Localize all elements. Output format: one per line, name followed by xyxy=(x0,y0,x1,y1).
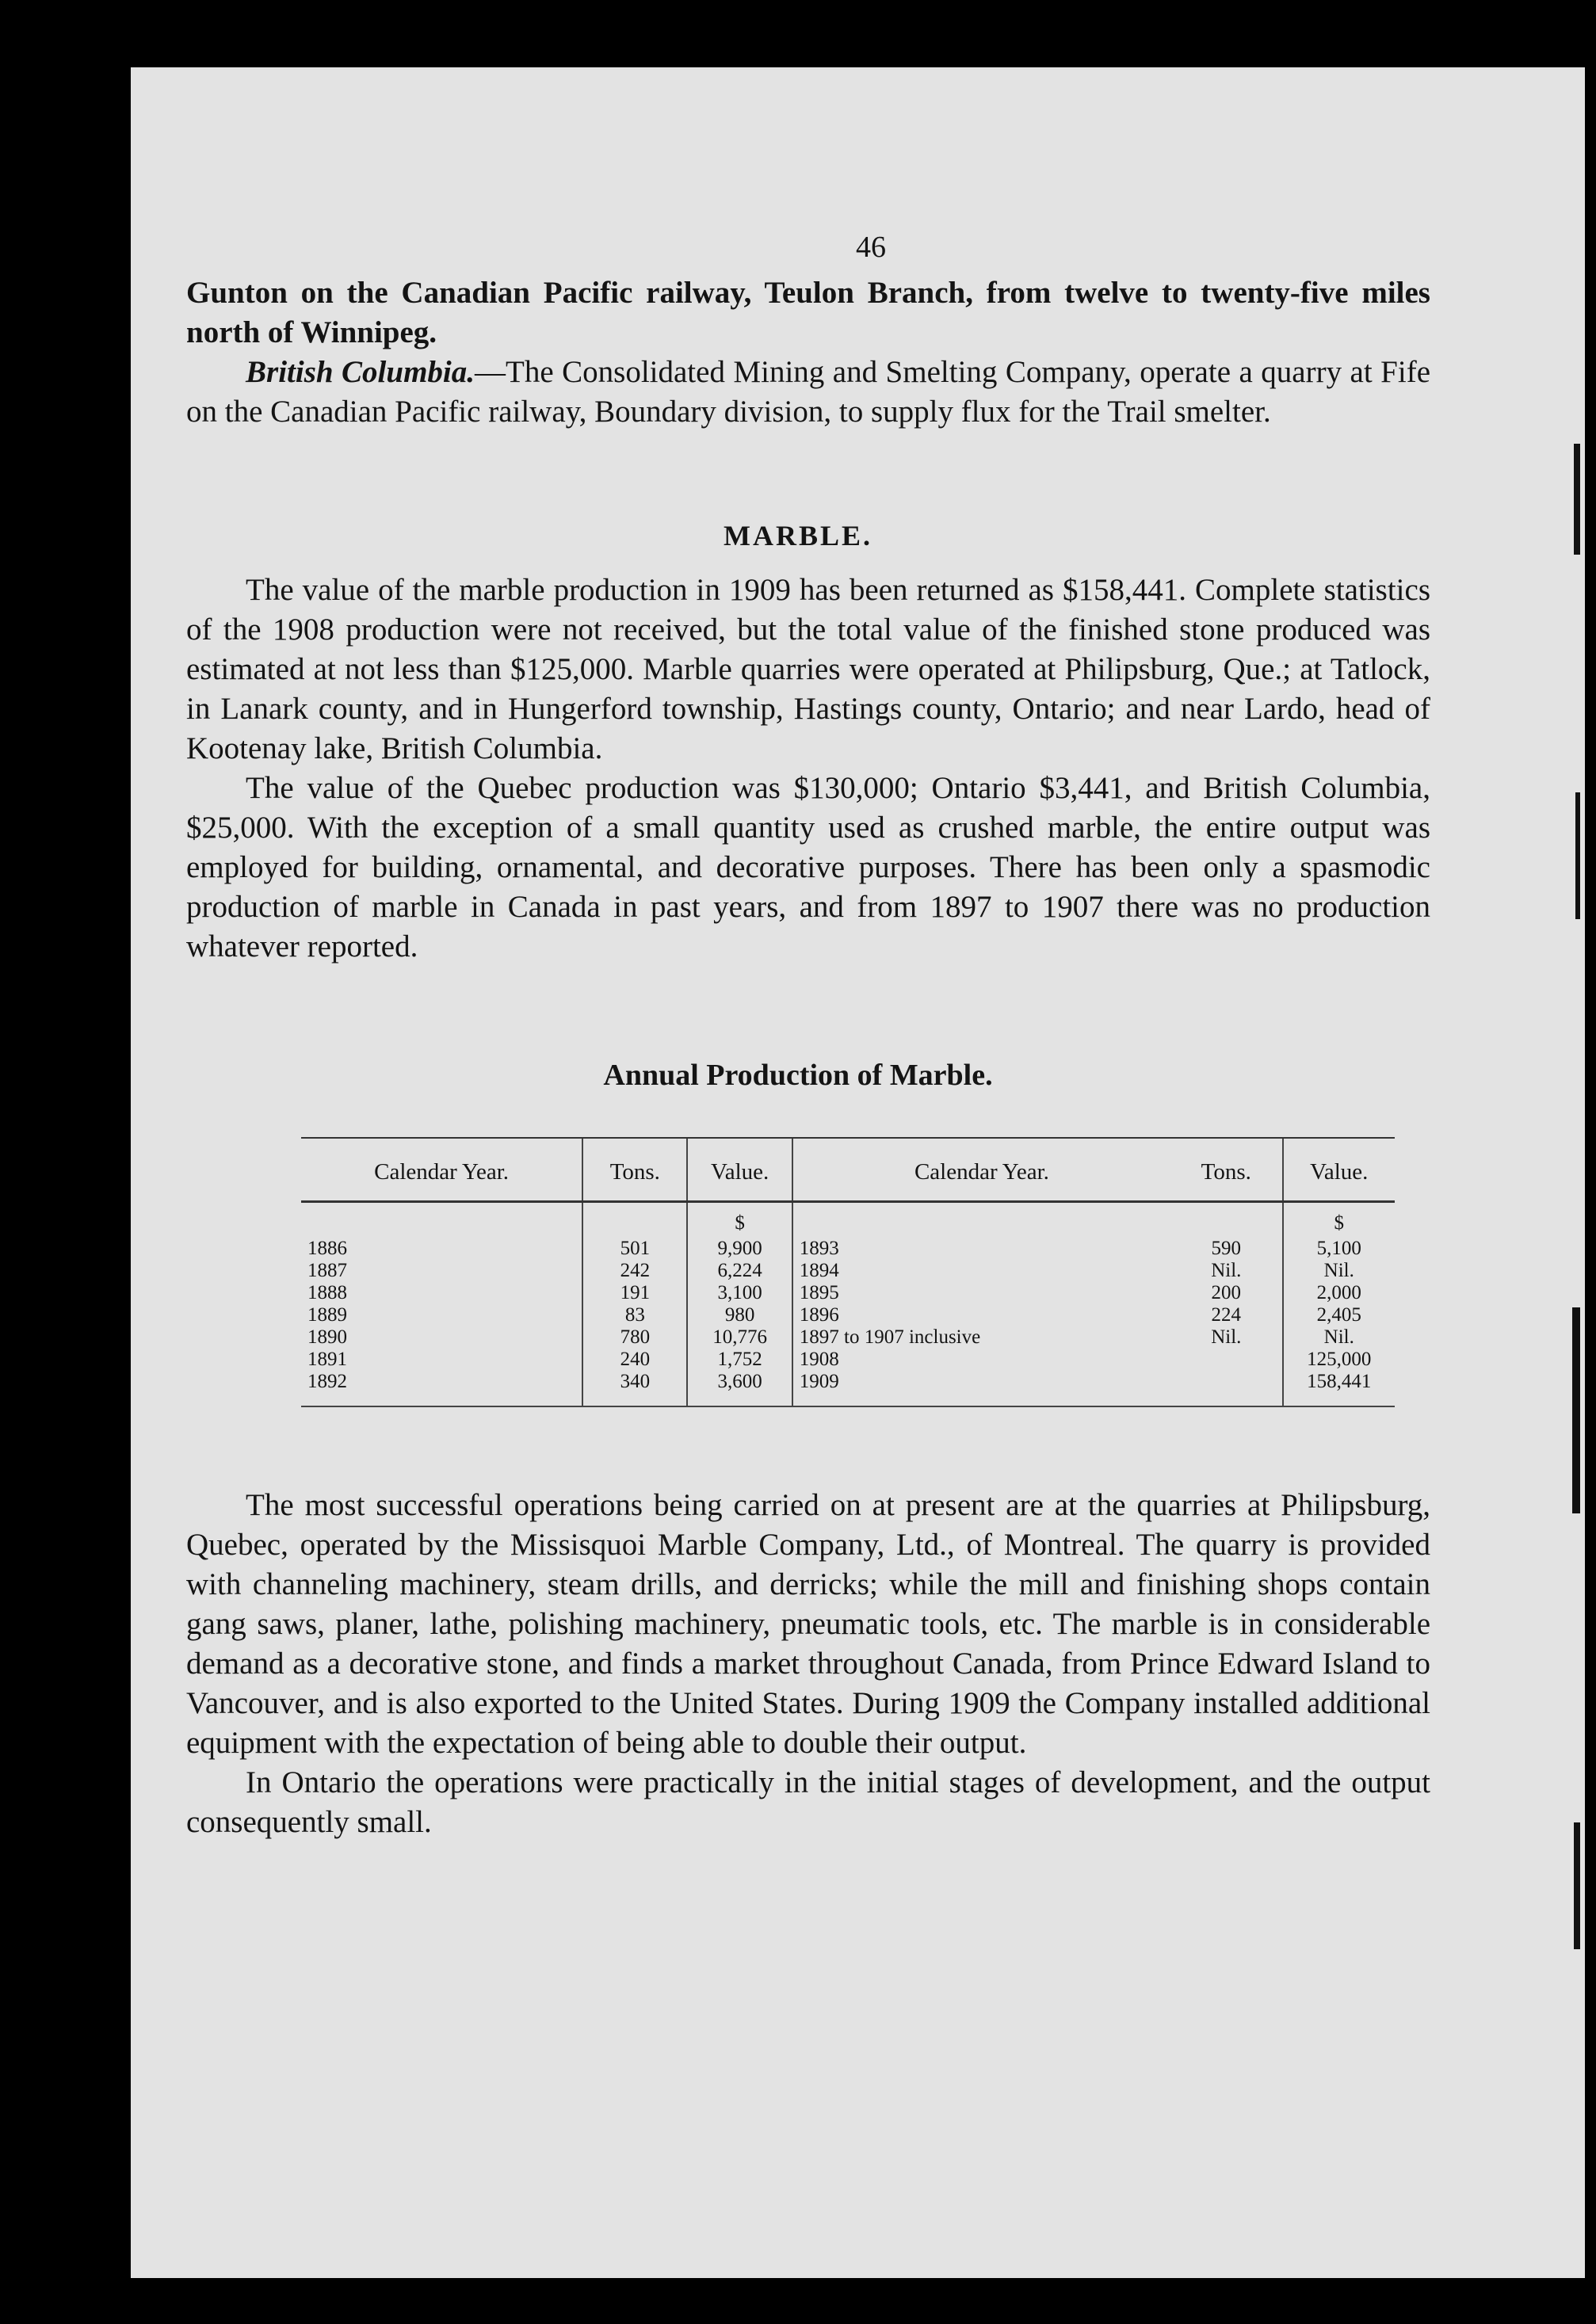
table-header-row xyxy=(301,1138,1395,1202)
left-tons-cell: 240 xyxy=(582,1349,687,1371)
left-value-cell: 6,224 xyxy=(687,1260,792,1282)
closing-paragraph-1: The most successful operations being carried on at present are at the quarries at Philipsburg, Quebec, operated by the Missisquoi Marble Company, Ltd., of Montreal. The quarry is provided with channeling machinery, steam drills, and derricks; while the mill and finishing shops contain gang saws, planer, lathe, polishing machinery, pneumatic tools, etc. The marble is in considerable demand as a decorative stone, and finds a market throughout Canada, from Prince Edward Island to Vancouver, and is also exported to the United States. During 1909 the Company installed additional equipment with the expectation of being able to double their output. xyxy=(186,1488,1430,1760)
left-year-cell: 1887 xyxy=(307,1260,347,1281)
right-tons-cell: Nil. xyxy=(1211,1326,1242,1348)
right-tons-cell: Nil. xyxy=(1211,1260,1242,1281)
right-value-cell: 5,100 xyxy=(1283,1238,1395,1260)
marble-paragraph-2: The value of the Quebec production was $130,000; Ontario $3,441, and British Columbia, $25,000. With the exception of a small quantity used as crushed marble, the entire output was employed for building, ornamental, and decorative purposes. There has been only a spasmodic production of marble in Canada in past years, and from 1897 to 1907 there was no production whatever reported. xyxy=(186,771,1430,964)
edge-mark xyxy=(1572,1307,1580,1513)
left-tons-cell: 191 xyxy=(582,1282,687,1304)
col-calendar-year-left: Calendar Year. xyxy=(301,1138,582,1202)
table-row xyxy=(301,1260,1395,1282)
table-row xyxy=(301,1282,1395,1304)
bc-paragraph xyxy=(186,353,1430,432)
right-year-cell: 1909 xyxy=(792,1371,1170,1406)
left-year-cell: 1889 xyxy=(307,1304,347,1326)
left-year-cell: 1892 xyxy=(301,1371,582,1406)
left-tons-cell: 780 xyxy=(582,1326,687,1349)
col-calendar-year-right: Calendar Year. xyxy=(792,1138,1170,1202)
unit-symbol-left: $ xyxy=(687,1202,792,1238)
right-value-cell: Nil. xyxy=(1283,1326,1395,1349)
left-value-cell: 10,776 xyxy=(687,1326,792,1349)
page-number: 46 xyxy=(856,231,886,264)
table-body xyxy=(301,1202,1395,1407)
left-tons-cell: 501 xyxy=(582,1238,687,1260)
intro-block xyxy=(186,273,1430,432)
right-year-cell: 1894 xyxy=(792,1260,1170,1282)
table-row xyxy=(301,1371,1395,1406)
right-value-cell: 125,000 xyxy=(1283,1349,1395,1371)
right-value-cell: 2,405 xyxy=(1283,1304,1395,1326)
left-value-cell: 3,600 xyxy=(687,1371,792,1406)
right-tons-cell xyxy=(1170,1349,1282,1371)
closing-body xyxy=(186,1486,1430,1842)
table-row xyxy=(301,1326,1395,1349)
right-year-cell: 1896 xyxy=(792,1304,1170,1326)
table-row xyxy=(301,1238,1395,1260)
right-value-cell: 2,000 xyxy=(1283,1282,1395,1304)
left-tons-cell: 340 xyxy=(582,1371,687,1406)
col-tons-left: Tons. xyxy=(582,1138,687,1202)
right-year-cell: 1893 xyxy=(792,1238,1170,1260)
left-year-cell: 1890 xyxy=(307,1326,347,1348)
unit-symbol-right: $ xyxy=(1283,1202,1395,1238)
left-value-cell: 980 xyxy=(687,1304,792,1326)
right-year-cell: 1895 xyxy=(792,1282,1170,1304)
marble-body xyxy=(186,571,1430,967)
table-caption: Annual Production of Marble. xyxy=(603,1059,993,1092)
marble-paragraph-1: The value of the marble production in 1909 has been returned as $158,441. Complete statistics of the 1908 production were not received, but the total value of the finished stone produced was estimated at not less than $125,000. Marble quarries were operated at Philipsburg, Que.; at Tatlock, in Lanark county, and in Hungerford township, Hastings county, Ontario; and near Lardo, head of Kootenay lake, British Columbia. xyxy=(186,573,1430,765)
table-row xyxy=(301,1304,1395,1326)
bc-label: British Columbia. xyxy=(246,355,475,389)
closing-paragraph-2: In Ontario the operations were practically in the initial stages of development, and the output consequently small. xyxy=(186,1765,1430,1839)
col-tons-right: Tons. xyxy=(1170,1138,1282,1202)
left-year-cell: 1888 xyxy=(307,1282,347,1303)
left-value-cell: 1,752 xyxy=(687,1349,792,1371)
col-value-left: Value. xyxy=(687,1138,792,1202)
production-table xyxy=(301,1137,1395,1407)
left-tons-cell: 242 xyxy=(582,1260,687,1282)
right-tons-cell: 590 xyxy=(1211,1238,1242,1259)
left-tons-cell: 83 xyxy=(582,1304,687,1326)
continuation-paragraph: Gunton on the Canadian Pacific railway, Teulon Branch, from twelve to twenty-five miles north of Winnipeg. xyxy=(186,276,1430,349)
table-row xyxy=(301,1349,1395,1371)
edge-mark xyxy=(1575,792,1580,919)
section-heading: MARBLE. xyxy=(723,520,872,551)
right-tons-cell: 200 xyxy=(1211,1282,1242,1303)
left-year-cell: 1886 xyxy=(307,1238,347,1259)
right-tons-cell: 224 xyxy=(1211,1304,1242,1326)
right-tons-cell xyxy=(1170,1371,1282,1406)
left-value-cell: 9,900 xyxy=(687,1238,792,1260)
left-year-cell: 1891 xyxy=(307,1349,347,1370)
right-value-cell: Nil. xyxy=(1283,1260,1395,1282)
right-year-cell: 1897 to 1907 inclusive xyxy=(792,1326,1170,1349)
right-value-cell: 158,441 xyxy=(1283,1371,1395,1406)
edge-mark xyxy=(1574,1822,1580,1949)
left-value-cell: 3,100 xyxy=(687,1282,792,1304)
right-year-cell: 1908 xyxy=(792,1349,1170,1371)
unit-row xyxy=(301,1202,1395,1238)
bc-text: —The Consolidated Mining and Smelting Company, operate a quarry at Fife on the Canadian Pacific railway, Boundary division, to supply flux for the Trail smelter. xyxy=(186,355,1430,429)
col-value-right: Value. xyxy=(1283,1138,1395,1202)
